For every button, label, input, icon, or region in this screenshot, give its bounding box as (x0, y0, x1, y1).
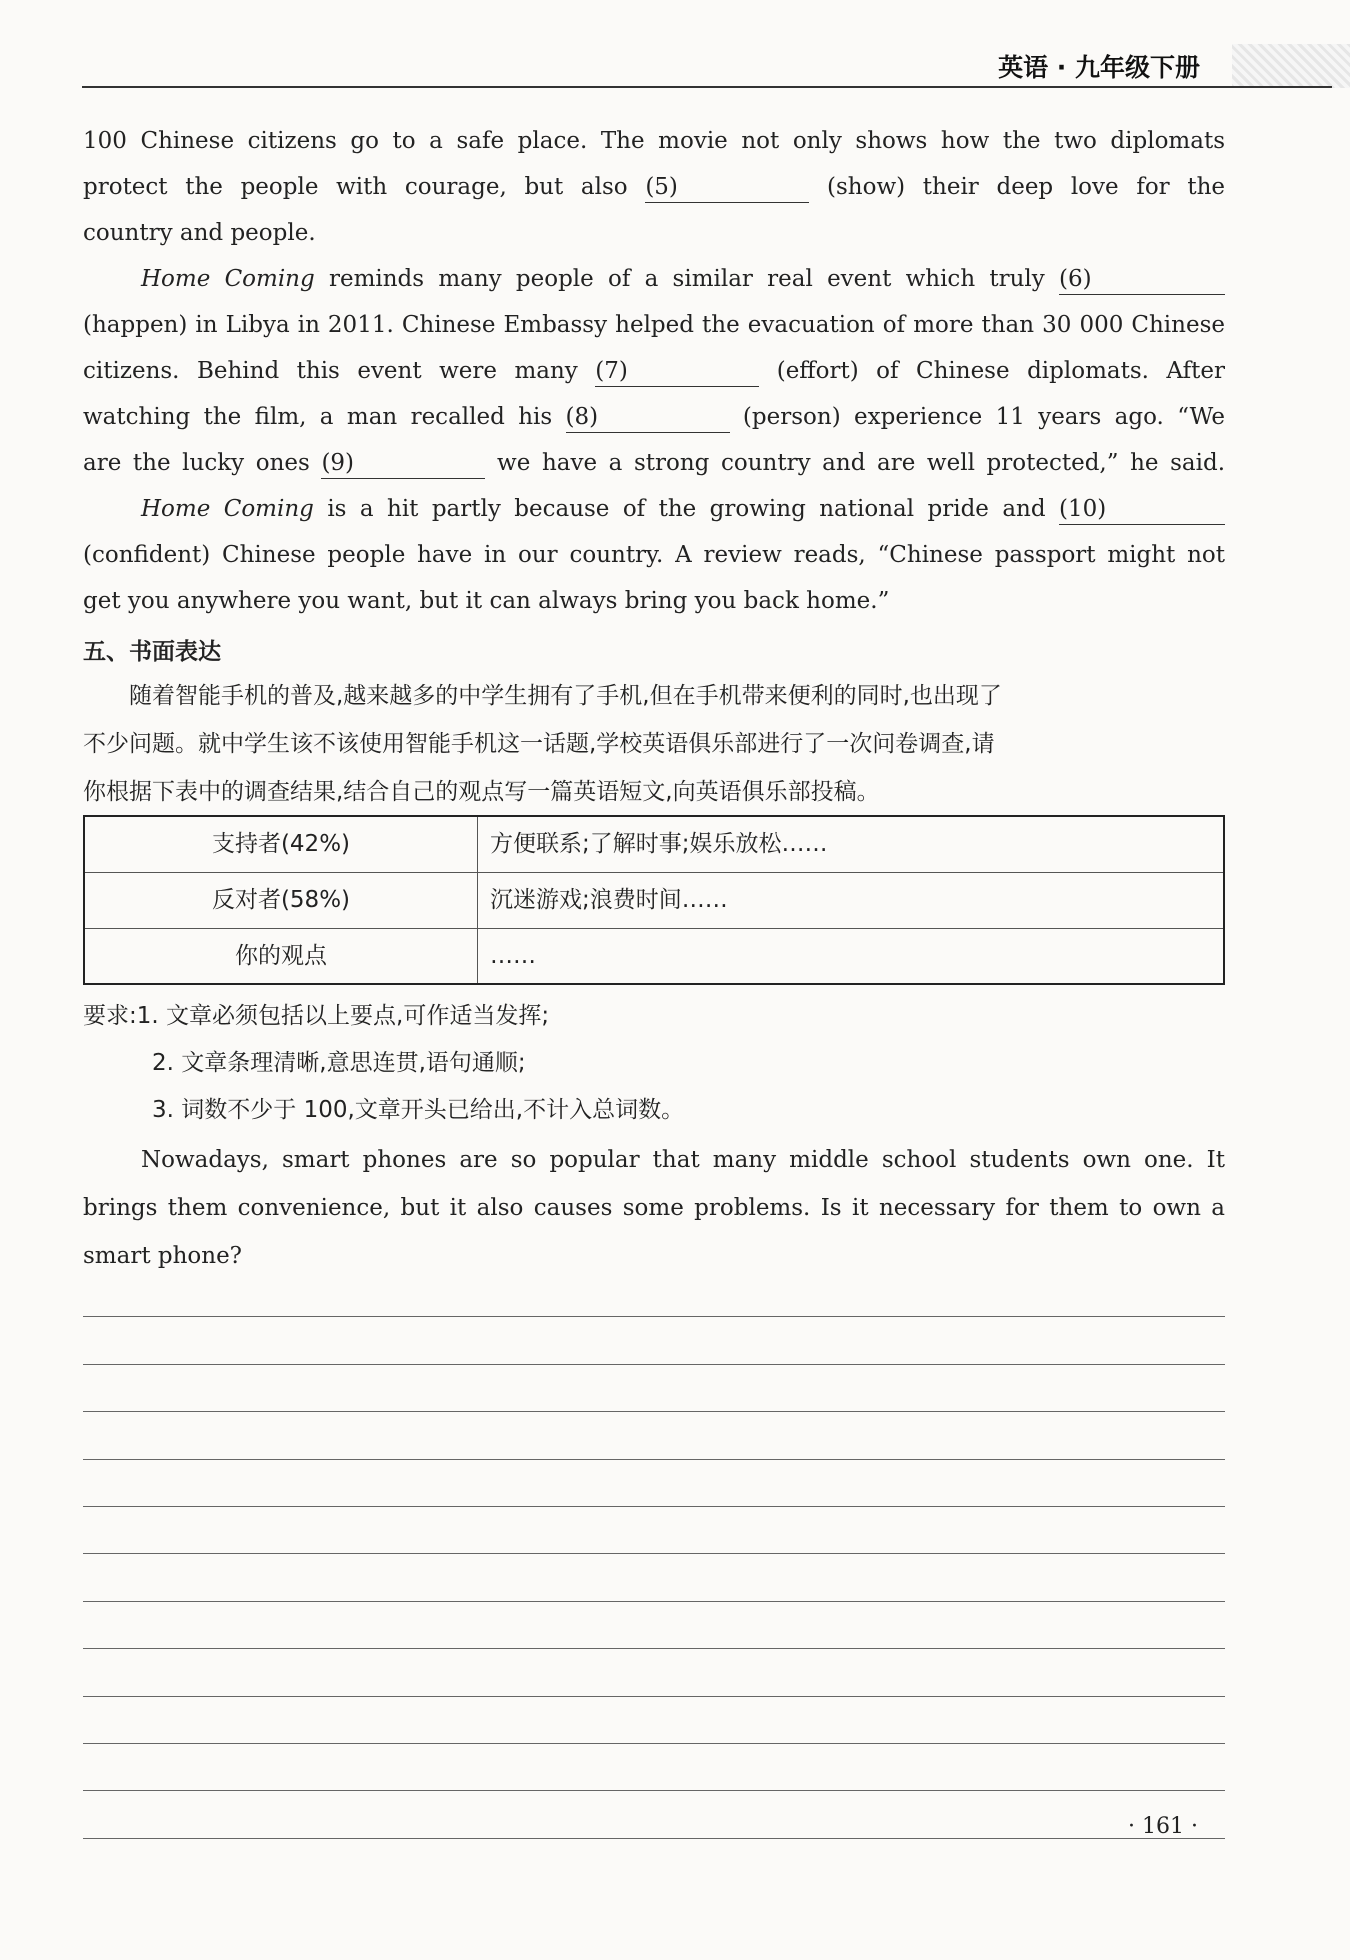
writing-area[interactable] (83, 1270, 1225, 1839)
table-cell-content: …… (490, 943, 536, 969)
requirement-item: 要求:1. 文章必须包括以上要点,可作适当发挥; (83, 1003, 550, 1029)
passage-line: country and people. (83, 220, 316, 246)
writing-line[interactable] (83, 1412, 1225, 1459)
table-cell-content: 方便联系;了解时事;娱乐放松…… (490, 831, 828, 857)
passage-line: citizens. Behind this event were many (7) (effort) of Chinese diplomats. After (83, 348, 1225, 394)
passage-line: 100 Chinese citizens go to a safe place. The movie not only shows how the two diplomats (83, 128, 1225, 154)
writing-line[interactable] (83, 1270, 1225, 1317)
writing-line[interactable] (83, 1791, 1225, 1838)
table-cell-label: 支持者(42%) (85, 817, 478, 872)
writing-line[interactable] (83, 1602, 1225, 1649)
writing-line[interactable] (83, 1744, 1225, 1791)
page-number: · 161 · (1128, 1814, 1198, 1839)
blank-10[interactable]: (10) (1059, 494, 1225, 525)
passage-line: are the lucky ones (9) we have a strong country and are well protected,” he said. (83, 440, 1225, 486)
writing-line[interactable] (83, 1365, 1225, 1412)
running-header: 英语 · 九年级下册 (998, 53, 1200, 82)
table-cell-label: 你的观点 (85, 929, 478, 983)
header-rule (82, 86, 1332, 88)
cloze-passage (83, 118, 1225, 624)
requirement-item: 2. 文章条理清晰,意思连贯,语句通顺; (152, 1050, 526, 1076)
blank-6[interactable]: (6) (1059, 264, 1225, 295)
passage-line: (confident) Chinese people have in our country. A review reads, “Chinese passport might not (83, 542, 1225, 568)
passage-line: protect the people with courage, but also (5) (show) their deep love for the (83, 164, 1225, 210)
writing-line[interactable] (83, 1317, 1225, 1364)
writing-line[interactable] (83, 1554, 1225, 1601)
passage-line: watching the film, a man recalled his (8) (person) experience 11 years ago. “We (83, 394, 1225, 440)
passage-line: (happen) in Libya in 2011. Chinese Embassy helped the evacuation of more than 30 000 Chinese (83, 312, 1225, 338)
passage-line: get you anywhere you want, but it can always bring you back home.” (83, 588, 890, 614)
prompt-line: 你根据下表中的调查结果,结合自己的观点写一篇英语短文,向英语俱乐部投稿。 (83, 779, 880, 805)
writing-line[interactable] (83, 1507, 1225, 1554)
writing-line[interactable] (83, 1649, 1225, 1696)
blank-8[interactable]: (8) (566, 402, 730, 433)
blank-5[interactable]: (5) (645, 172, 809, 203)
survey-table (83, 815, 1225, 985)
blank-7[interactable]: (7) (595, 356, 759, 387)
opening-line: smart phone? (83, 1243, 243, 1269)
header-texture (1232, 44, 1350, 88)
opening-line: brings them convenience, but it also causes some problems. Is it necessary for them to own a (83, 1195, 1225, 1221)
writing-prompt (83, 672, 1225, 816)
table-row (85, 929, 1223, 983)
table-row (85, 817, 1223, 873)
passage-line: Home Coming is a hit partly because of the growing national pride and (10) (83, 486, 1225, 532)
writing-line[interactable] (83, 1697, 1225, 1744)
prompt-line: 不少问题。就中学生该不该使用智能手机这一话题,学校英语俱乐部进行了一次问卷调查,请 (83, 731, 995, 757)
table-cell-content: 沉迷游戏;浪费时间…… (490, 887, 728, 913)
essay-opening (83, 1136, 1225, 1280)
section-heading: 五、书面表达 (83, 639, 221, 665)
passage-line: Home Coming reminds many people of a similar real event which truly (6) (83, 256, 1225, 302)
requirements (83, 993, 684, 1134)
table-cell-label: 反对者(58%) (85, 873, 478, 928)
requirement-item: 3. 词数不少于 100,文章开头已给出,不计入总词数。 (152, 1097, 685, 1123)
blank-9[interactable]: (9) (321, 448, 485, 479)
writing-line[interactable] (83, 1460, 1225, 1507)
table-row (85, 873, 1223, 929)
prompt-line: 随着智能手机的普及,越来越多的中学生拥有了手机,但在手机带来便利的同时,也出现了 (129, 683, 1002, 709)
opening-line: Nowadays, smart phones are so popular that many middle school students own one. It (141, 1147, 1225, 1173)
